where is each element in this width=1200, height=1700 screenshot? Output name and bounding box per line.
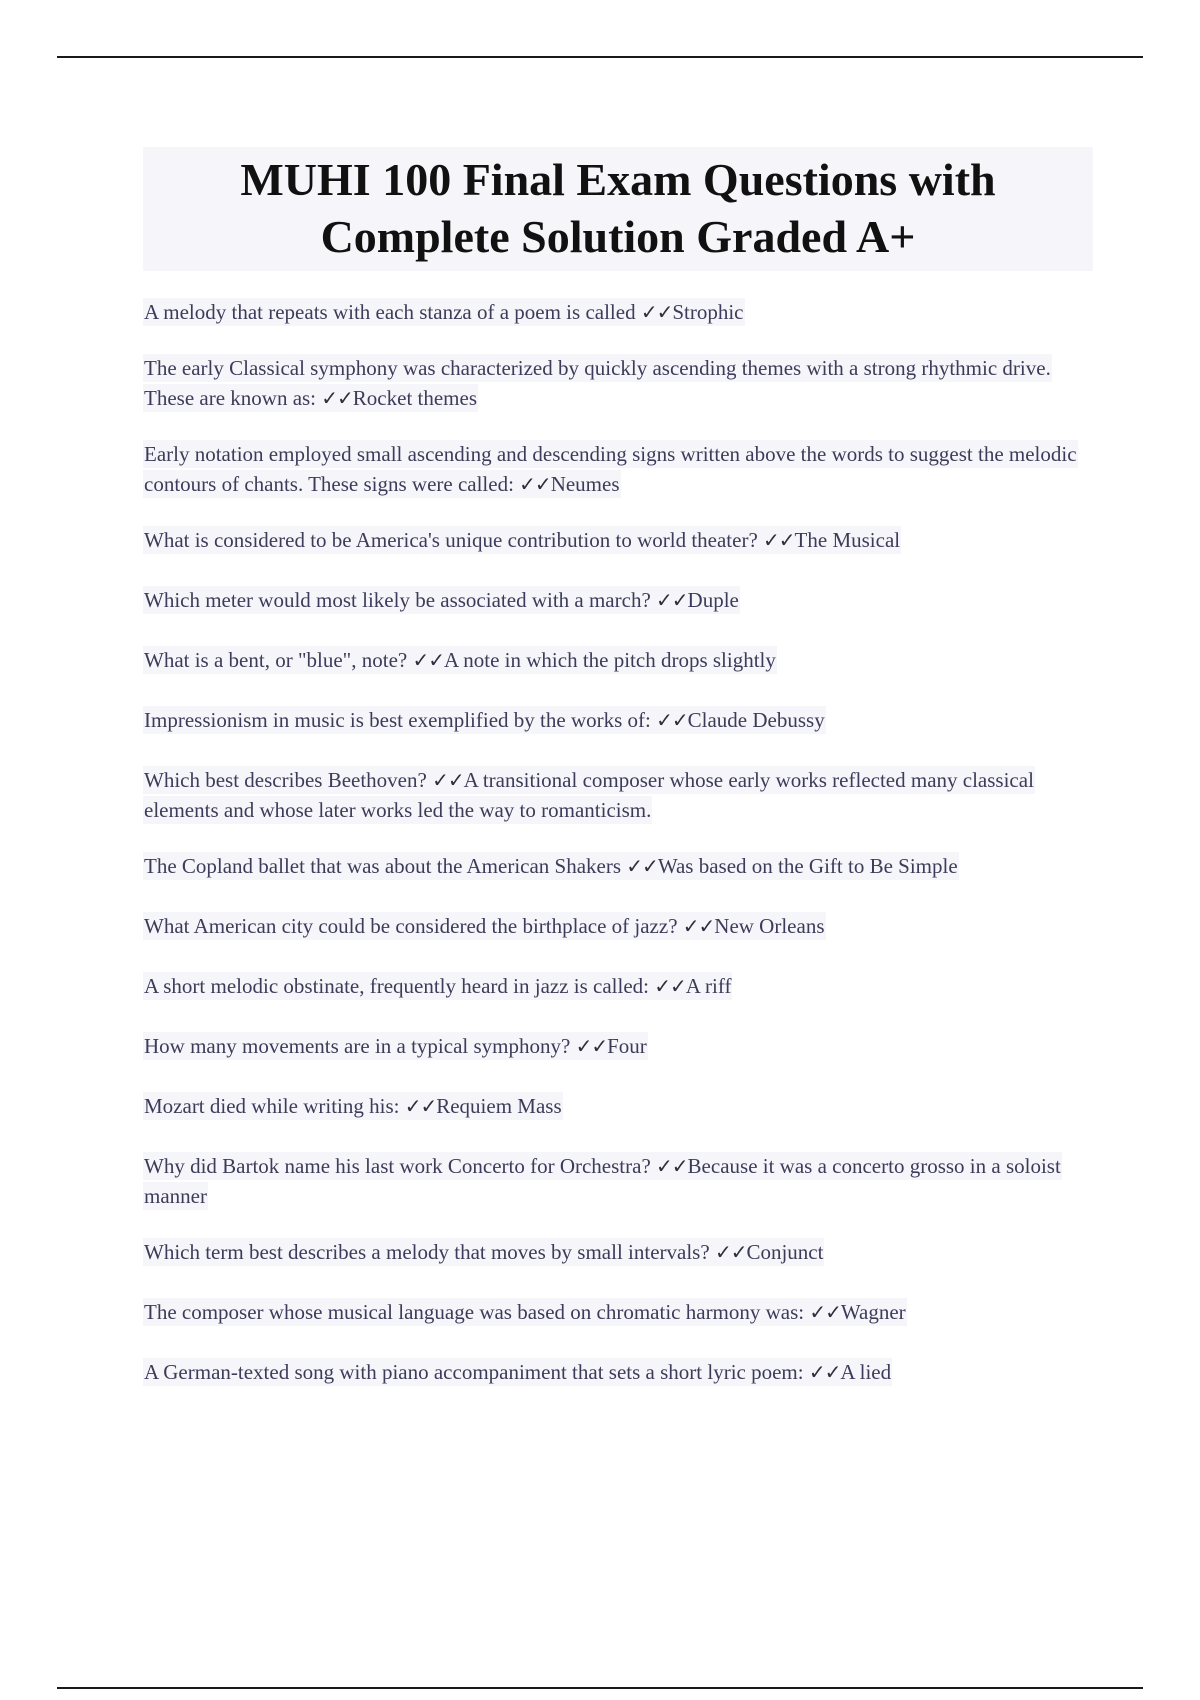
answer-text: Conjunct	[746, 1240, 824, 1264]
check-marks-icon: ✓✓	[656, 588, 688, 612]
question-text: The composer whose musical language was based on chromatic harmony was:	[144, 1300, 805, 1324]
title-block	[143, 147, 1093, 271]
check-marks-icon: ✓✓	[656, 708, 688, 732]
qa-item	[143, 1031, 1093, 1061]
question-text: Which term best describes a melody that moves by small intervals?	[144, 1240, 710, 1264]
answer-text: Because it was a concerto grosso in a soloist manner	[144, 1154, 1061, 1208]
question-text: Mozart died while writing his:	[144, 1094, 400, 1118]
answer-text: Neumes	[550, 472, 620, 496]
check-marks-icon: ✓✓	[519, 472, 551, 496]
check-marks-icon: ✓✓	[809, 1300, 841, 1324]
qa-item	[143, 911, 1093, 941]
qa-item	[143, 585, 1093, 615]
answer-text: Wagner	[840, 1300, 906, 1324]
question-text: The early Classical symphony was characterized by quickly ascending themes with a strong rhythmic drive. These are known as:	[144, 356, 1051, 410]
answer-text: A note in which the pitch drops slightly	[444, 648, 776, 672]
qa-item	[143, 1091, 1093, 1121]
question-text: A German-texted song with piano accompaniment that sets a short lyric poem:	[144, 1360, 804, 1384]
document-body	[143, 147, 1093, 1417]
question-text: Which best describes Beethoven?	[144, 768, 427, 792]
qa-item	[143, 439, 1093, 499]
answer-text: Four	[607, 1034, 647, 1058]
check-marks-icon: ✓✓	[808, 1360, 841, 1384]
check-marks-icon: ✓✓	[626, 854, 658, 878]
question-text: Impressionism in music is best exemplified by the works of:	[144, 708, 651, 732]
check-marks-icon: ✓✓	[321, 386, 353, 410]
bottom-rule	[57, 1687, 1143, 1689]
check-marks-icon: ✓✓	[656, 1154, 688, 1178]
question-text: How many movements are in a typical symphony?	[144, 1034, 571, 1058]
question-text: Early notation employed small ascending and descending signs written above the words to suggest the melodic contours of chants. These signs were called:	[144, 442, 1077, 496]
question-text: What American city could be considered the birthplace of jazz?	[144, 914, 678, 938]
answer-text: New Orleans	[714, 914, 825, 938]
qa-item	[143, 353, 1093, 413]
answer-text: A transitional composer whose early works reflected many classical elements and whose later works led the way to romanticism.	[144, 768, 1034, 822]
question-text: Why did Bartok name his last work Concerto for Orchestra?	[144, 1154, 651, 1178]
check-marks-icon: ✓✓	[575, 1034, 608, 1058]
answer-text: Was based on the Gift to Be Simple	[657, 854, 958, 878]
question-text: What is a bent, or "blue", note?	[144, 648, 408, 672]
answer-text: Rocket themes	[352, 386, 478, 410]
qa-item	[143, 297, 1093, 327]
qa-list	[143, 297, 1093, 1387]
check-marks-icon: ✓✓	[654, 974, 686, 998]
answer-text: A riff	[685, 974, 732, 998]
qa-item	[143, 1357, 1093, 1387]
check-marks-icon: ✓✓	[432, 768, 464, 792]
qa-item	[143, 1297, 1093, 1327]
question-text: What is considered to be America's unique contribution to world theater?	[144, 528, 758, 552]
check-marks-icon: ✓✓	[404, 1094, 437, 1118]
qa-item	[143, 1237, 1093, 1267]
top-rule	[57, 56, 1143, 58]
qa-item	[143, 645, 1093, 675]
answer-text: The Musical	[794, 528, 901, 552]
question-text: A melody that repeats with each stanza of a poem is called	[144, 300, 636, 324]
qa-item	[143, 851, 1093, 881]
answer-text: A lied	[840, 1360, 892, 1384]
question-text: Which meter would most likely be associated with a march?	[144, 588, 651, 612]
check-marks-icon: ✓✓	[714, 1240, 747, 1264]
qa-item	[143, 705, 1093, 735]
check-marks-icon: ✓✓	[763, 528, 795, 552]
check-marks-icon: ✓✓	[682, 914, 715, 938]
qa-item	[143, 525, 1093, 555]
qa-item	[143, 1151, 1093, 1211]
question-text: The Copland ballet that was about the American Shakers	[144, 854, 622, 878]
answer-text: Duple	[687, 588, 739, 612]
answer-text: Strophic	[672, 300, 744, 324]
page-title: MUHI 100 Final Exam Questions with Complete Solution Graded A+	[240, 154, 996, 262]
question-text: A short melodic obstinate, frequently heard in jazz is called:	[144, 974, 650, 998]
check-marks-icon: ✓✓	[640, 300, 673, 324]
answer-text: Requiem Mass	[436, 1094, 562, 1118]
qa-item	[143, 971, 1093, 1001]
qa-item	[143, 765, 1093, 825]
check-marks-icon: ✓✓	[412, 648, 444, 672]
answer-text: Claude Debussy	[687, 708, 825, 732]
